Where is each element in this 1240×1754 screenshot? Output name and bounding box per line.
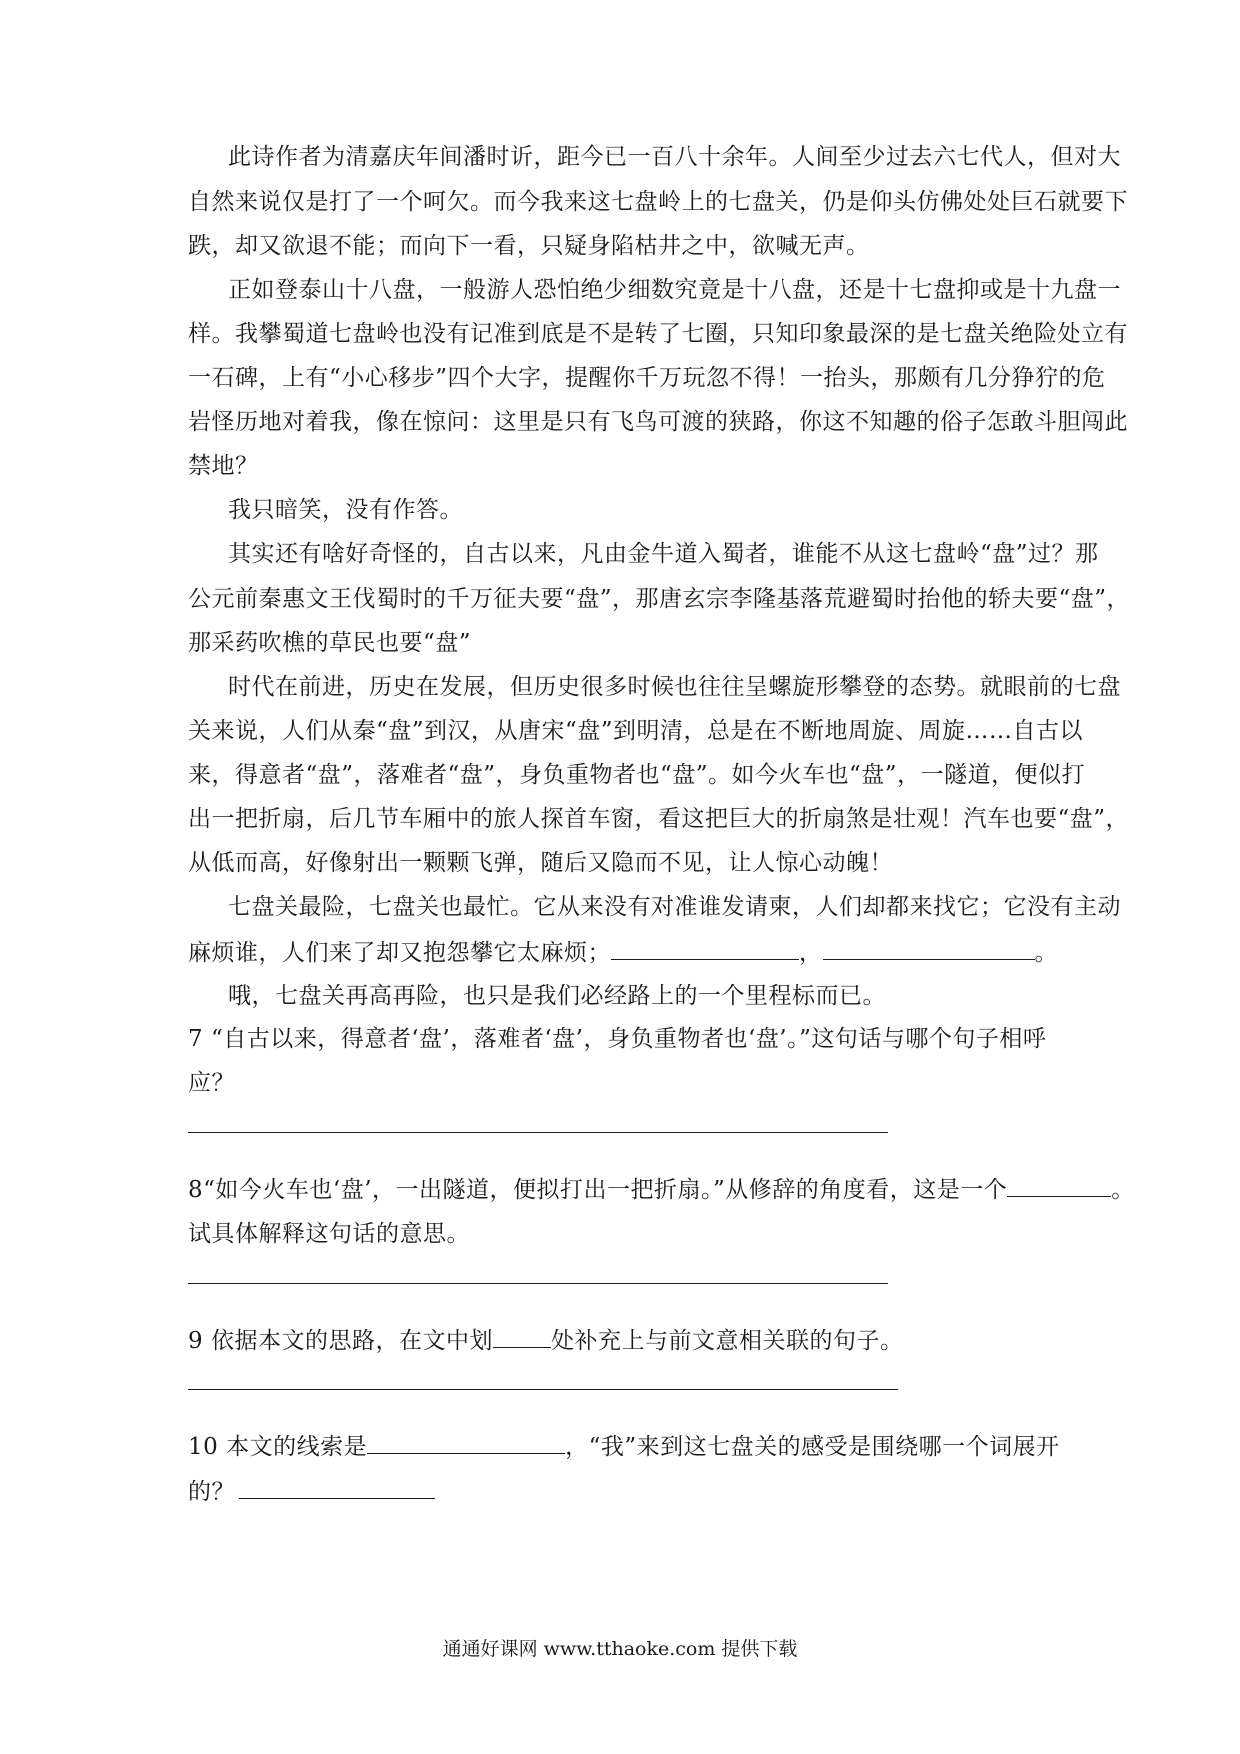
passage-line: 岩怪历地对着我，像在惊问：这里是只有飞鸟可渡的狭路，你这不知趣的俗子怎敢斗胆闯此	[188, 409, 1128, 435]
question-7: 7 “自古以来，得意者‘盘’，落难者‘盘’，身负重物者也‘盘’。”这句话与哪个句子相呼	[188, 1026, 1047, 1052]
passage-line: 跌，却又欲退不能；而向下一看，只疑身陷枯井之中，欲喊无声。	[188, 233, 870, 259]
passage-line: 一石碑，上有“小心移步”四个大字，提醒你千万玩忽不得！一抬头，那颇有几分狰狞的危	[188, 365, 1106, 391]
question-10	[188, 1431, 1058, 1462]
question-9-text: 9 依据本文的思路，在文中划	[188, 1328, 493, 1354]
answer-line-q8[interactable]	[188, 1283, 888, 1284]
answer-line-q9[interactable]	[188, 1389, 898, 1390]
answer-blank-q8[interactable]	[1007, 1174, 1111, 1197]
passage-line: 来，得意者“盘”，落难者“盘”，身负重物者也“盘”。如今火车也“盘”，一隧道，便似打	[188, 762, 1086, 788]
passage-line-with-blanks	[188, 937, 1058, 968]
passage-line: 样。我攀蜀道七盘岭也没有记准到底是不是转了七圈，只知印象最深的是七盘关绝险处立有	[188, 321, 1128, 347]
question-7-cont: 应？	[188, 1070, 235, 1096]
question-8	[188, 1174, 1135, 1205]
question-10-text-line2: 的？	[188, 1479, 235, 1505]
passage-line: 自然来说仅是打了一个呵欠。而今我来这七盘岭上的七盘关，仍是仰头仿佛处处巨石就要下	[188, 189, 1128, 215]
passage-line: 我只暗笑，没有作答。	[228, 497, 463, 523]
passage-line: 那采药吹樵的草民也要“盘”	[188, 630, 472, 656]
passage-line: 禁地？	[188, 453, 259, 479]
answer-line-q7[interactable]	[188, 1132, 888, 1133]
question-10-text: 10 本文的线索是	[188, 1434, 368, 1460]
period: 。	[1111, 1177, 1135, 1203]
question-8-text: 8“如今火车也‘盘’，一出隧道，便拟打出一把折扇。”从修辞的角度看，这是一个	[188, 1177, 1008, 1203]
question-10-text-after: ，“我”来到这七盘关的感受是围绕哪一个词展开	[565, 1434, 1060, 1460]
passage-text: 麻烦谁，人们来了却又抱怨攀它太麻烦；	[188, 940, 611, 966]
passage-line: 哦，七盘关再高再险，也只是我们必经路上的一个里程标而已。	[228, 983, 886, 1009]
answer-blank-q10-word[interactable]	[239, 1476, 435, 1499]
period: 。	[1034, 940, 1058, 966]
question-9	[188, 1325, 1058, 1356]
passage-line: 其实还有啥好奇怪的，自古以来，凡由金牛道入蜀者，谁能不从这七盘岭“盘”过？那	[228, 541, 1099, 567]
passage-line: 从低而高，好像射出一颗颗飞弹，随后又隐而不见，让人惊心动魄！	[188, 850, 893, 876]
question-10-cont	[188, 1476, 1058, 1507]
fill-blank-1[interactable]	[611, 937, 799, 960]
answer-blank-q10-clue[interactable]	[367, 1431, 565, 1454]
passage-line: 七盘关最险，七盘关也最忙。它从来没有对准谁发请柬，人们却都来找它；它没有主动	[228, 894, 1121, 920]
blank-marker	[493, 1325, 551, 1348]
page-footer: 通通好课网 www.tthaoke.com 提供下载	[442, 1638, 798, 1660]
question-8-cont: 试具体解释这句话的意思。	[188, 1221, 470, 1247]
passage-line: 公元前秦惠文王伐蜀时的千万征夫要“盘”，那唐玄宗李隆基落荒避蜀时抬他的轿夫要“盘”，	[188, 586, 1131, 612]
fill-blank-2[interactable]	[823, 937, 1035, 960]
passage-line: 此诗作者为清嘉庆年间潘时䜣，距今已一百八十余年。人间至少过去六七代人，但对大	[228, 144, 1121, 170]
passage-line: 时代在前进，历史在发展，但历史很多时候也往往呈螺旋形攀登的态势。就眼前的七盘	[228, 674, 1121, 700]
passage-line: 关来说，人们从秦“盘”到汉，从唐宋“盘”到明清，总是在不断地周旋、周旋……自古以	[188, 718, 1084, 744]
passage-line: 出一把折扇，后几节车厢中的旅人探首车窗，看这把巨大的折扇煞是壮观！汽车也要“盘”，	[188, 806, 1130, 832]
question-9-text-after: 处补充上与前文意相关联的句子。	[550, 1328, 904, 1354]
passage-line: 正如登泰山十八盘，一般游人恐怕绝少细数究竟是十八盘，还是十七盘抑或是十九盘一	[228, 277, 1121, 303]
separator: ，	[799, 940, 823, 966]
